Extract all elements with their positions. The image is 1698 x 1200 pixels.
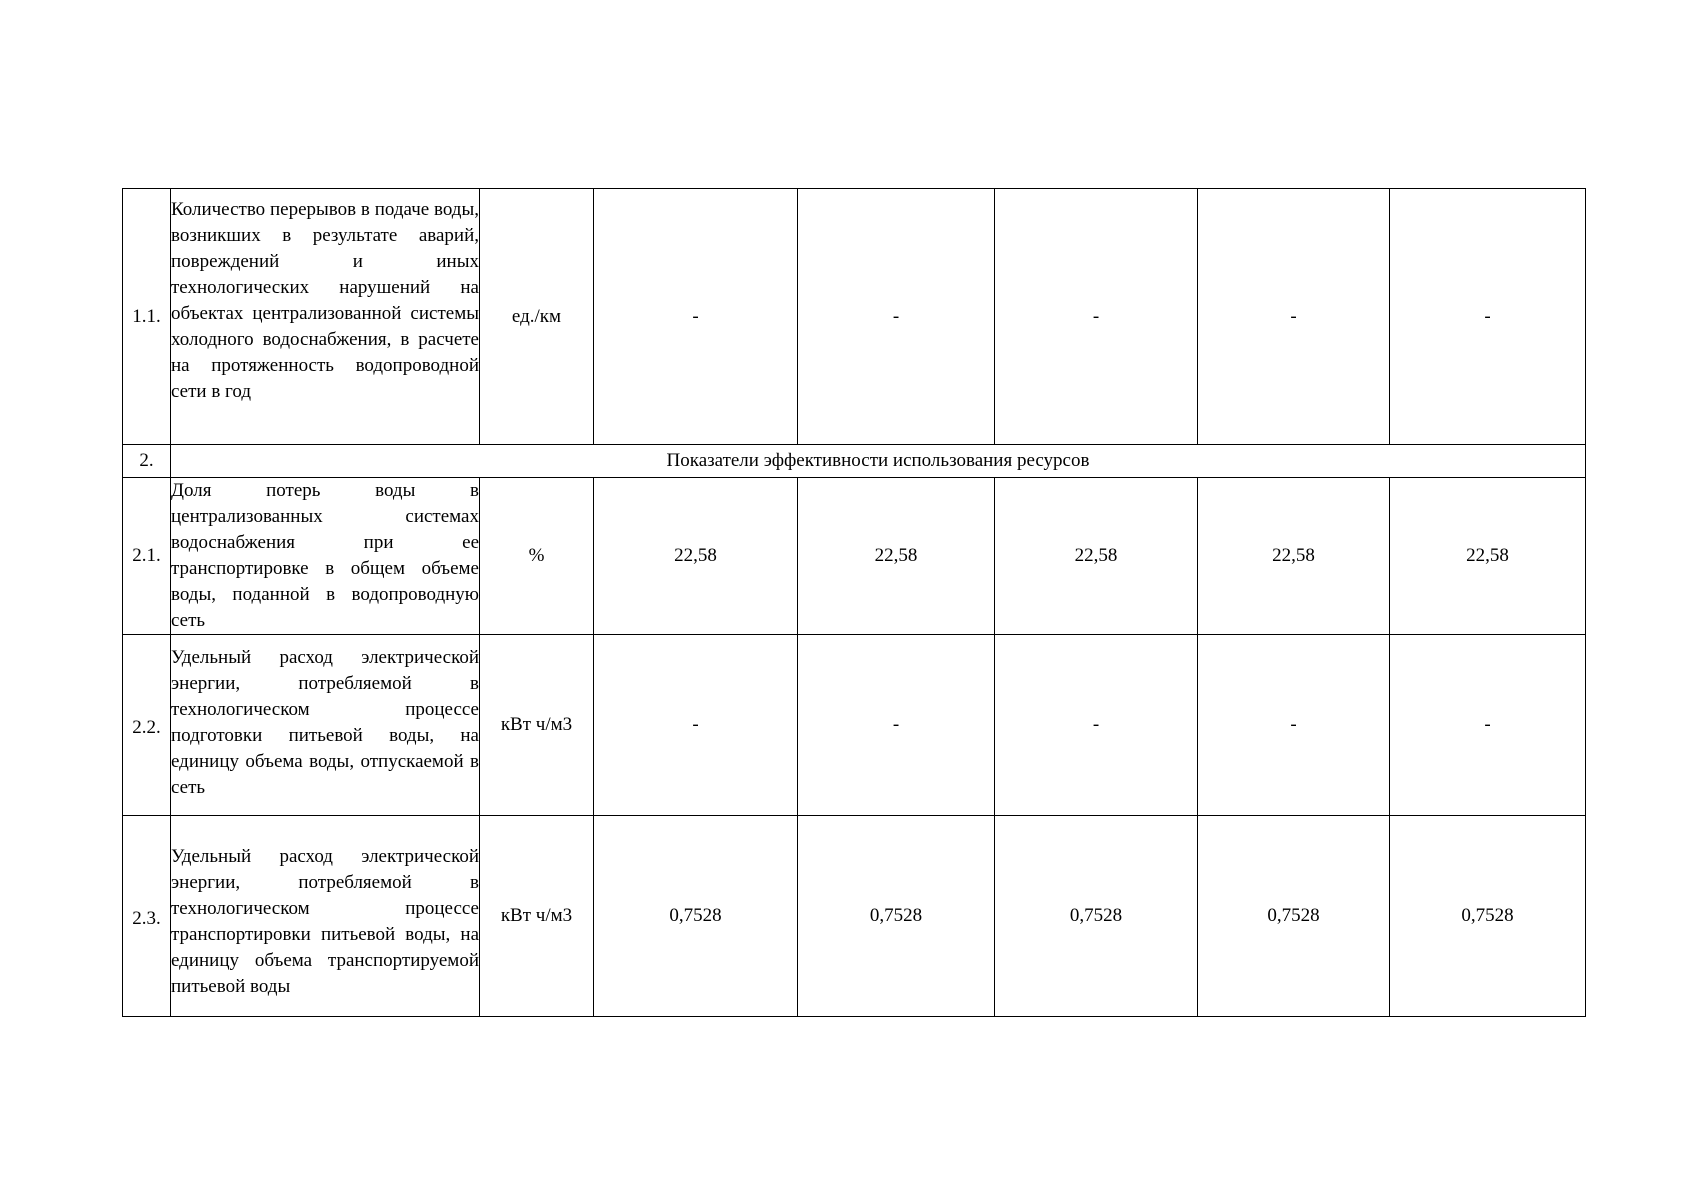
value-cell-1: - (594, 189, 798, 445)
value-cell-5: - (1390, 635, 1586, 816)
value-cell-3: 22,58 (995, 478, 1198, 635)
value-cell-2: 22,58 (798, 478, 995, 635)
indicator-name: Доля потерь воды в централизованных системах водоснабжения при ее транспортировке в общем объеме воды, поданной в водопроводную сеть (171, 478, 480, 635)
value-cell-1: 22,58 (594, 478, 798, 635)
table-row-1-1 (123, 189, 1586, 445)
value-cell-1: 0,7528 (594, 816, 798, 1017)
value-cell-1: - (594, 635, 798, 816)
unit-cell: кВт ч/м3 (480, 635, 594, 816)
value-cell-5: - (1390, 189, 1586, 445)
row-number: 2.1. (123, 478, 171, 635)
value-cell-4: 22,58 (1198, 478, 1390, 635)
table-row-2-1 (123, 478, 1586, 635)
unit-cell: ед./км (480, 189, 594, 445)
indicator-name: Удельный расход электрической энергии, потребляемой в технологическом процессе транспортировки питьевой воды, на единицу объема транспортируемой питьевой воды (171, 816, 480, 1017)
value-cell-5: 0,7528 (1390, 816, 1586, 1017)
unit-cell: % (480, 478, 594, 635)
value-cell-2: - (798, 189, 995, 445)
value-cell-4: - (1198, 635, 1390, 816)
row-number: 2.2. (123, 635, 171, 816)
section-title: Показатели эффективности использования ресурсов (171, 445, 1586, 478)
table-row-2-2 (123, 635, 1586, 816)
value-cell-2: 0,7528 (798, 816, 995, 1017)
indicator-name: Количество перерывов в подаче воды, возникших в результате аварий, повреждений и иных технологических нарушений на объектах централизованной системы холодного водоснабжения, в расчете на протяженность водопроводной сети в год (171, 189, 480, 445)
value-cell-3: - (995, 189, 1198, 445)
row-number: 1.1. (123, 189, 171, 445)
indicators-table (122, 188, 1586, 1017)
value-cell-5: 22,58 (1390, 478, 1586, 635)
row-number: 2.3. (123, 816, 171, 1017)
indicator-name: Удельный расход электрической энергии, потребляемой в технологическом процессе подготовки питьевой воды, на единицу объема воды, отпускаемой в сеть (171, 635, 480, 816)
table-row-2-section (123, 445, 1586, 478)
value-cell-4: 0,7528 (1198, 816, 1390, 1017)
value-cell-2: - (798, 635, 995, 816)
row-number: 2. (123, 445, 171, 478)
value-cell-3: - (995, 635, 1198, 816)
value-cell-4: - (1198, 189, 1390, 445)
value-cell-3: 0,7528 (995, 816, 1198, 1017)
table-row-2-3 (123, 816, 1586, 1017)
document-sheet (122, 188, 1586, 1017)
unit-cell: кВт ч/м3 (480, 816, 594, 1017)
